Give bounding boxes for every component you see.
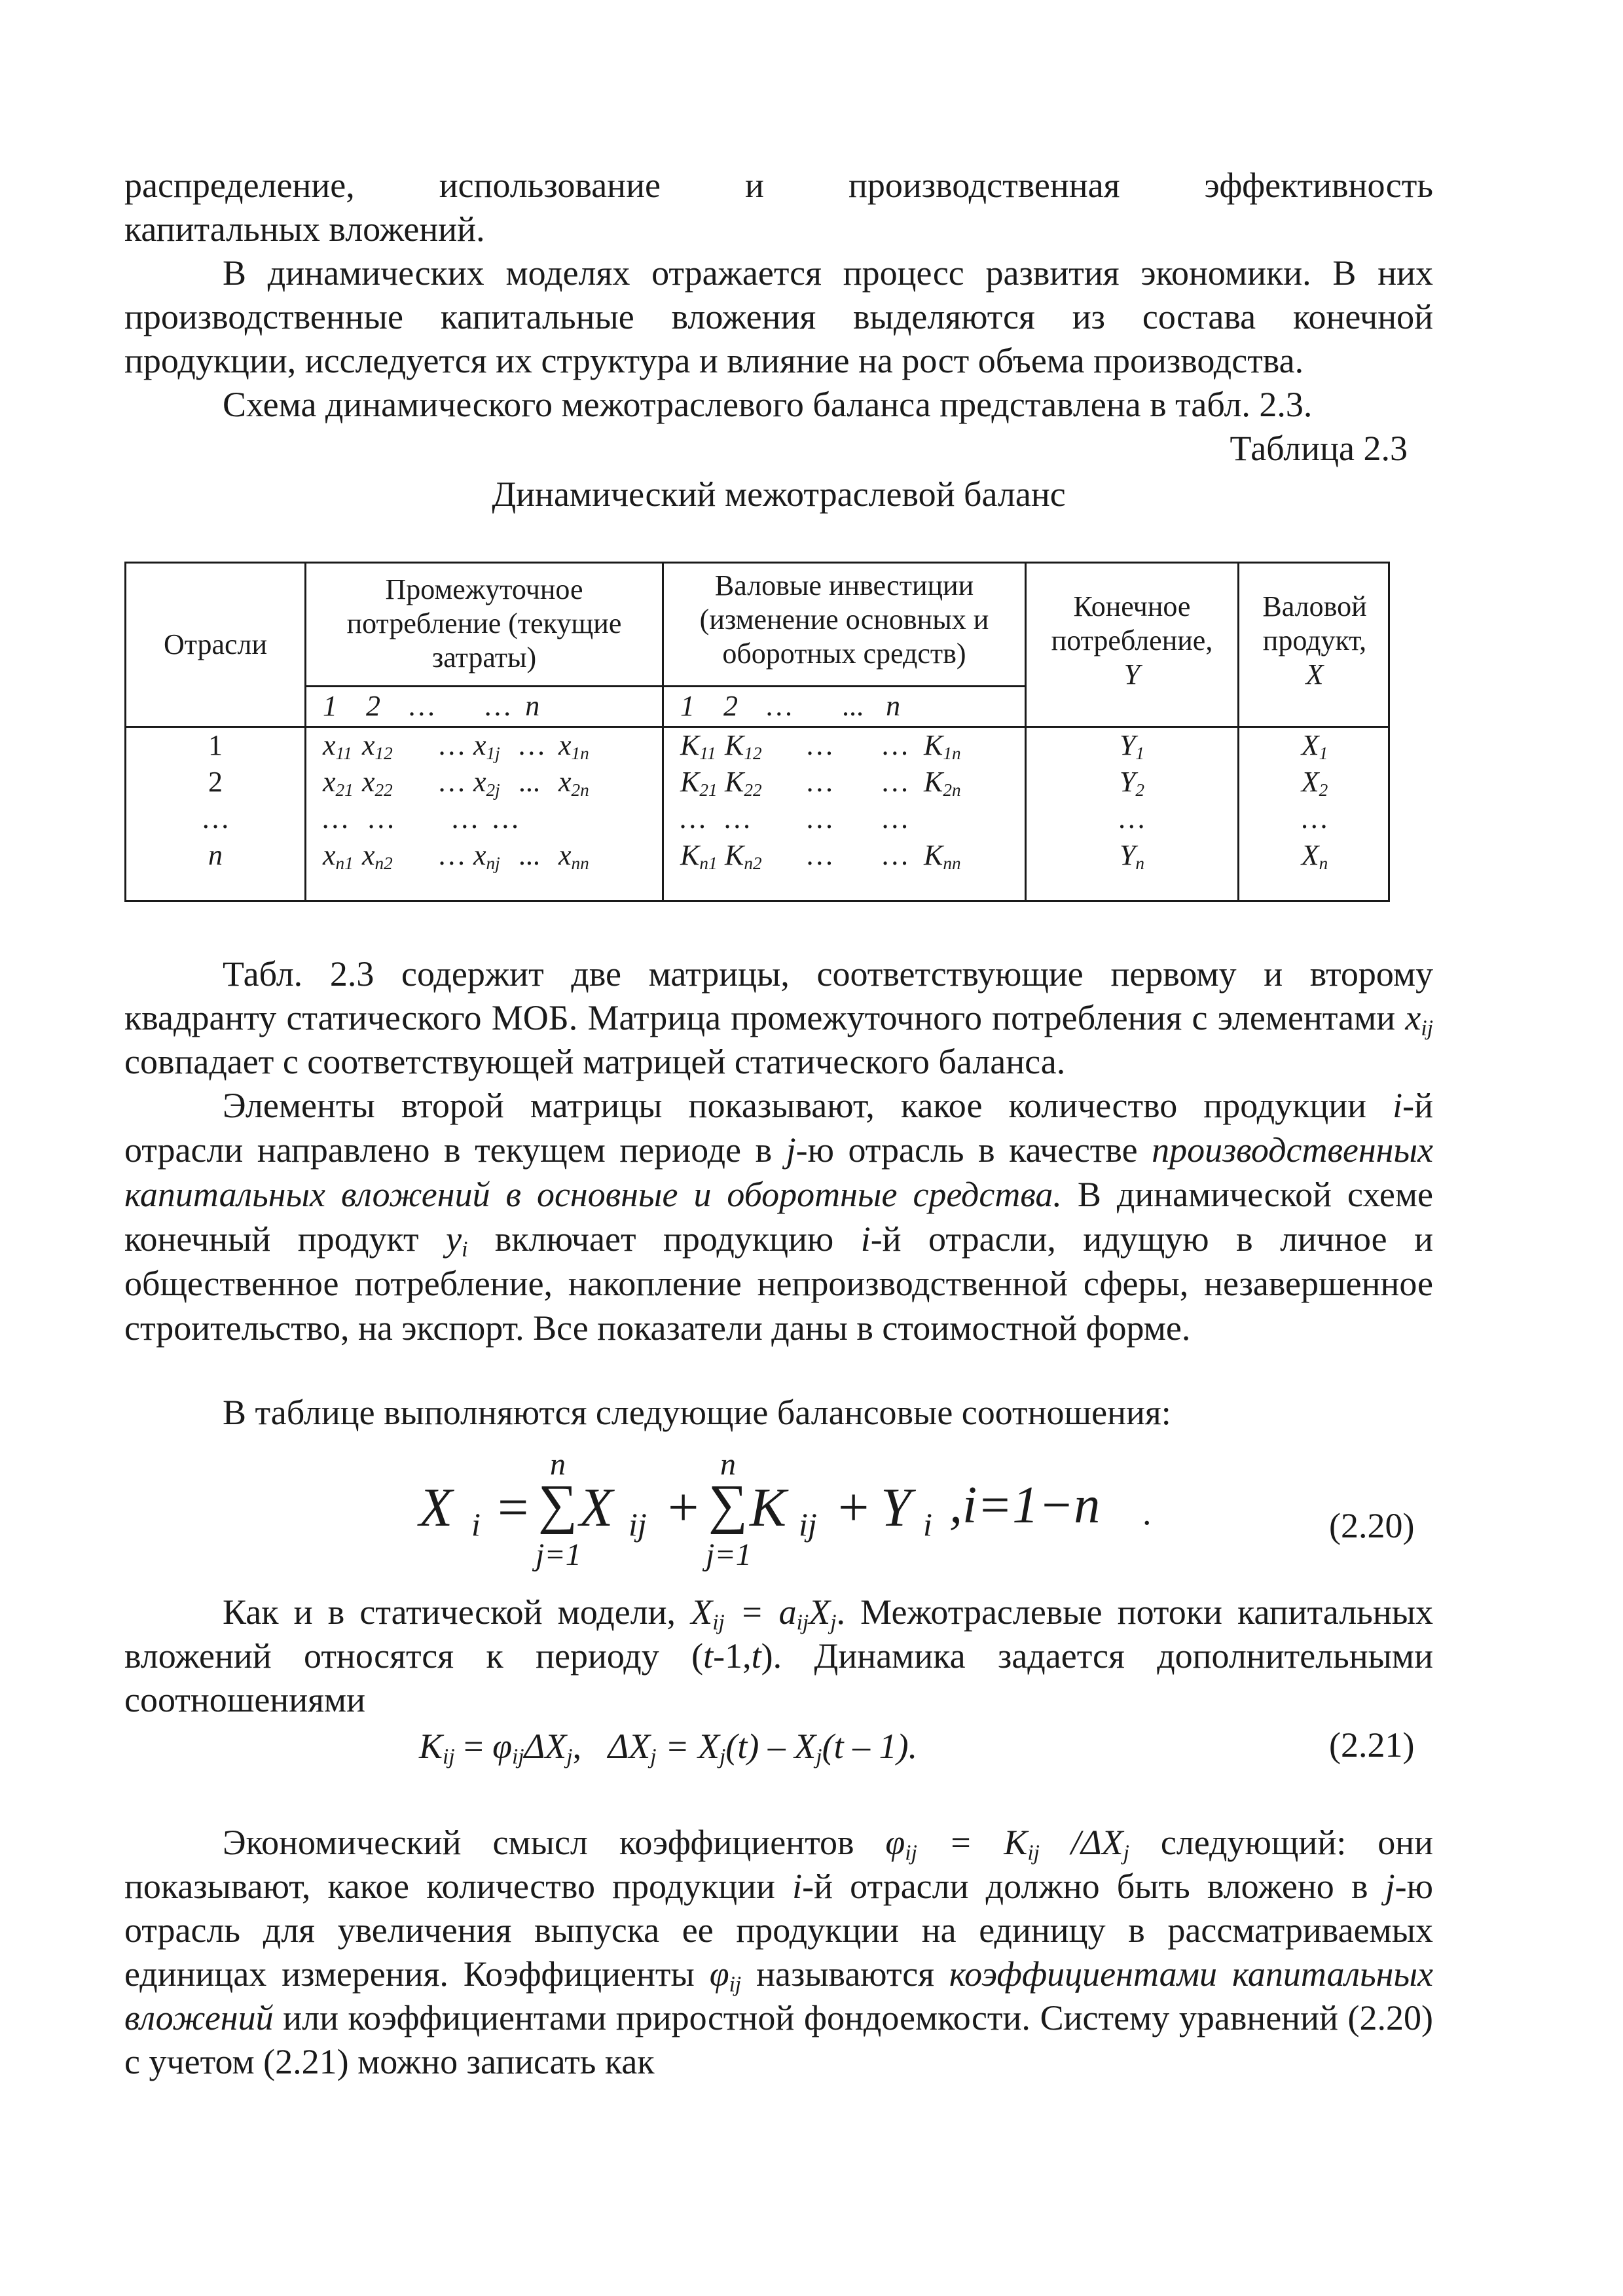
subscript: ij xyxy=(729,1972,742,1997)
var-x: X xyxy=(691,1592,713,1632)
cell-x: $x_{22}$ xyxy=(362,766,393,800)
eq-plus: + xyxy=(838,1477,869,1538)
sum-top: n xyxy=(550,1447,566,1482)
intro-word: производственная xyxy=(848,166,1120,205)
cell-k: $K_{22}$ xyxy=(725,766,762,800)
cell-x: ... xyxy=(519,766,541,798)
cell-k: … xyxy=(883,766,909,798)
cell-x: … xyxy=(519,729,545,761)
equation-2-21 xyxy=(419,1725,1139,1768)
text-run: называются xyxy=(741,1954,949,1994)
paragraph-balance: В таблице выполняются следующие балансовые соотношения: xyxy=(223,1393,1171,1432)
cell-x-total: $X_n$ xyxy=(1301,839,1328,873)
header-gross-output-line: продукт, xyxy=(1262,624,1367,656)
cell-x: … xyxy=(493,802,519,834)
cell-x: $x_{n2}$ xyxy=(362,839,393,873)
eq-rest: = X xyxy=(656,1727,720,1766)
eq-rest: (t) – X xyxy=(725,1727,816,1766)
header-gross-output-line: X xyxy=(1305,658,1324,691)
table-label: Таблица 2.3 xyxy=(1230,429,1408,468)
row-branch: n xyxy=(208,839,223,871)
cell-x: $x_{1j}$ xyxy=(473,729,500,763)
header-gross-investment-line: оборотных средств) xyxy=(722,637,966,670)
eq-term-y: Y xyxy=(881,1477,911,1538)
text-run: -й отрасли должно быть вложено в xyxy=(802,1867,1385,1906)
header-final-line: потребление, xyxy=(1051,624,1213,656)
header-gross-output-line: Валовой xyxy=(1262,590,1367,622)
row-branch: 1 xyxy=(208,729,223,761)
header-gross-investment xyxy=(664,569,1025,671)
var-i: i xyxy=(792,1867,803,1906)
subscript: ij xyxy=(712,1610,725,1635)
cell-k: … xyxy=(883,729,909,761)
cell-x: … xyxy=(439,766,465,798)
subscript: i xyxy=(462,1237,468,1262)
intro-line-2: капитальных вложений. xyxy=(124,209,485,249)
cell-x: $x_{2n}$ xyxy=(558,766,589,800)
cell-y: $Y_n$ xyxy=(1119,839,1145,873)
cell-x: … xyxy=(369,802,395,834)
row-branch: … xyxy=(201,802,230,834)
text-run: -ю отрасль для увеличения выпуска ее продукции на единицу в рассматриваемых единицах измерения. Коэффициенты xyxy=(124,1867,1433,1994)
eq-term-k: K xyxy=(750,1477,787,1538)
text-run: . Межотраслевые потоки капитальных вложений относятся к периоду ( xyxy=(124,1592,1433,1676)
subscript: ij xyxy=(796,1610,809,1635)
cell-k: $K_{n1}$ xyxy=(680,839,718,873)
text-run: В динамической схеме конечный продукт xyxy=(124,1175,1433,1259)
text-run: следующий: они показывают, какое количество продукции xyxy=(124,1823,1433,1906)
cell-k: … xyxy=(807,839,833,871)
paragraph-economic-meaning xyxy=(124,1821,1433,2084)
var-x: x xyxy=(1405,998,1421,1037)
text-run: -й отрасли направлено в текущем периоде в xyxy=(124,1086,1433,1170)
cell-k: … xyxy=(883,839,909,871)
cell-y: … xyxy=(1119,802,1145,834)
sum-top: n xyxy=(720,1447,736,1482)
italic-term: коэффициентами капитальных вложений xyxy=(124,1954,1433,2037)
eq-lhs: X xyxy=(419,1477,453,1538)
text-run: совпадает с соответствующей матрицей статического баланса. xyxy=(124,1042,1066,1081)
paragraph-two-matrices xyxy=(124,952,1433,1084)
paragraph-static-model xyxy=(124,1590,1433,1722)
text-run: включает продукцию xyxy=(467,1219,861,1259)
subscript: ij xyxy=(1027,1840,1040,1865)
cell-k: $K_{11}$ xyxy=(680,729,716,763)
cell-y: $Y_1$ xyxy=(1119,729,1145,763)
eq-rest: (t – 1). xyxy=(822,1727,918,1766)
header-gross-investment-line: Валовые инвестиции xyxy=(714,569,974,601)
intro-word: распределение, xyxy=(124,166,355,205)
var-j: j xyxy=(786,1130,796,1170)
sum-bottom: j=1 xyxy=(536,1537,581,1572)
subscript: ij xyxy=(511,1744,524,1769)
text-run: -1, xyxy=(713,1636,752,1676)
eq-term-y-sub: i xyxy=(923,1506,932,1543)
header-final-line: Y xyxy=(1123,658,1140,691)
cell-x: $x_{1n}$ xyxy=(558,729,589,763)
paragraph-scheme: Схема динамического межотраслевого баланса представлена в табл. 2.3. xyxy=(223,385,1313,424)
cell-k: … xyxy=(883,802,909,834)
cell-k: $K_{2n}$ xyxy=(924,766,961,800)
subscript: ij xyxy=(1421,1016,1433,1041)
cell-k: $K_{nn}$ xyxy=(924,839,961,873)
intro-line-1 xyxy=(124,164,1433,207)
cell-k: $K_{1n}$ xyxy=(924,729,961,763)
var-y: y xyxy=(446,1219,462,1259)
cell-x: $x_{12}$ xyxy=(362,729,393,763)
subscript: ij xyxy=(443,1744,455,1769)
eq-dot: . xyxy=(1142,1493,1152,1532)
eq-plus: + xyxy=(668,1477,699,1538)
cell-x: $x_{n1}$ xyxy=(323,839,354,873)
eq-delta-x: ΔX xyxy=(608,1727,651,1766)
text-run: Табл. 2.3 содержит две матрицы, соответствующие первому и второму квадранту статического МОБ. Матрица промежуточного потребления с элементами xyxy=(124,954,1433,1037)
cell-x: $x_{2j}$ xyxy=(473,766,500,800)
paragraph-second-matrix xyxy=(124,1083,1433,1350)
cell-x: … xyxy=(439,839,465,871)
equation-2-20 xyxy=(419,1446,1152,1577)
cell-k: … xyxy=(680,802,706,834)
subscript: j xyxy=(720,1744,726,1769)
eq-k: K xyxy=(419,1727,443,1766)
cell-k: $K_{n2}$ xyxy=(725,839,762,873)
cell-x: … xyxy=(452,802,479,834)
header-gross-output xyxy=(1239,590,1390,692)
header-gross-investment-cols: 1 2 … ... n xyxy=(680,690,901,722)
table-divider xyxy=(126,726,1388,728)
var-t: t xyxy=(703,1636,714,1676)
eq-term-x: X xyxy=(579,1477,613,1538)
text-run: ). Динамика задается дополнительными соотношениями xyxy=(124,1636,1433,1719)
header-intermediate-line: потребление (текущие xyxy=(346,607,622,639)
text-run: Элементы второй матрицы показывают, какое количество продукции xyxy=(223,1086,1393,1125)
var-phi: φ xyxy=(709,1954,729,1994)
cell-k: $K_{21}$ xyxy=(680,766,718,800)
header-final-consumption xyxy=(1027,590,1237,692)
row-branch: 2 xyxy=(208,766,223,798)
cell-x: ... xyxy=(519,839,541,871)
eq-delta-x: ΔX xyxy=(524,1727,567,1766)
cell-k: … xyxy=(725,802,751,834)
eq-term-k-sub: ij xyxy=(799,1506,817,1543)
eq-lhs-sub: i xyxy=(471,1506,481,1543)
var-a: = a xyxy=(724,1592,797,1632)
header-gross-investment-line: (изменение основных и xyxy=(699,603,989,636)
eq-phi: φ xyxy=(492,1727,512,1766)
text-run: -й отрасли, идущую в личное и общественное потребление, накопление непроизводственной сферы, незавершенное строительство, на экспорт. Все показатели даны в стоимостной форме. xyxy=(124,1219,1433,1348)
intro-word: эффективность xyxy=(1204,166,1433,205)
var-j: j xyxy=(1385,1867,1395,1906)
eq-equals: = xyxy=(454,1727,493,1766)
header-intermediate-line: затраты) xyxy=(431,641,537,673)
cell-x: $x_{11}$ xyxy=(323,729,352,763)
eq-comma: , xyxy=(572,1727,608,1766)
cell-x: $x_{nn}$ xyxy=(558,839,589,873)
table-title: Динамический межотраслевой баланс xyxy=(492,475,1066,514)
eq-range: ,i=1−n xyxy=(949,1477,1101,1534)
sigma-icon: ∑ xyxy=(538,1474,577,1535)
subscript: j xyxy=(650,1744,657,1769)
cell-x: … xyxy=(439,729,465,761)
cell-k: $K_{12}$ xyxy=(725,729,762,763)
var-i: i xyxy=(860,1219,871,1259)
header-intermediate-cols: 1 2 … … n xyxy=(323,690,540,722)
intro-word: и xyxy=(745,166,764,205)
text-run: -ю отрасль в качестве xyxy=(795,1130,1152,1170)
header-final-line: Конечное xyxy=(1073,590,1191,622)
dynamic-balance-table xyxy=(124,562,1390,902)
header-branches: Отрасли xyxy=(163,628,268,660)
cell-k: … xyxy=(807,766,833,798)
var-k: = K xyxy=(917,1823,1028,1862)
subscript: j xyxy=(1123,1840,1129,1865)
cell-x-total: … xyxy=(1302,802,1328,834)
equation-number-2-20: (2.20) xyxy=(1329,1506,1415,1545)
intro-word: использование xyxy=(439,166,661,205)
subscript: j xyxy=(830,1610,837,1635)
cell-k: … xyxy=(807,802,833,834)
eq-term-x-sub: ij xyxy=(629,1506,647,1543)
text-run: Как и в статической модели, xyxy=(223,1592,691,1632)
header-intermediate xyxy=(306,573,662,675)
cell-x: … xyxy=(323,802,349,834)
equation-number-2-21: (2.21) xyxy=(1329,1725,1415,1765)
sum-bottom: j=1 xyxy=(706,1537,752,1572)
eq-equals: = xyxy=(498,1477,529,1538)
text-run: или коэффициентами приростной фондоемкости. Систему уравнений (2.20) с учетом (2.21) можно записать как xyxy=(124,1998,1433,2081)
sigma-icon: ∑ xyxy=(708,1474,748,1535)
cell-x-total: $X_1$ xyxy=(1301,729,1328,763)
cell-y: $Y_2$ xyxy=(1119,766,1145,800)
cell-k: … xyxy=(807,729,833,761)
paragraph-dynamic-models: В динамических моделях отражается процесс развития экономики. В них производственные капитальные вложения выделяются из состава конечной продукции, исследуется их структура и влияние на рост объема производства. xyxy=(124,253,1433,380)
var-x: X xyxy=(809,1592,831,1632)
var-i: i xyxy=(1393,1086,1403,1125)
cell-x: $x_{21}$ xyxy=(323,766,354,800)
subscript: ij xyxy=(905,1840,917,1865)
var-phi: φ xyxy=(885,1823,905,1862)
cell-x-total: $X_2$ xyxy=(1301,766,1328,800)
var-delta-x: /ΔX xyxy=(1039,1823,1123,1862)
cell-x: $x_{nj}$ xyxy=(473,839,500,873)
italic-term: производственных капитальных вложений в основные и оборотные средства. xyxy=(124,1130,1433,1214)
subscript: j xyxy=(566,1744,573,1769)
header-intermediate-line: Промежуточное xyxy=(385,573,583,605)
var-t: t xyxy=(751,1636,761,1676)
text-run: Экономический смысл коэффициентов xyxy=(223,1823,886,1862)
subscript: j xyxy=(816,1744,822,1769)
